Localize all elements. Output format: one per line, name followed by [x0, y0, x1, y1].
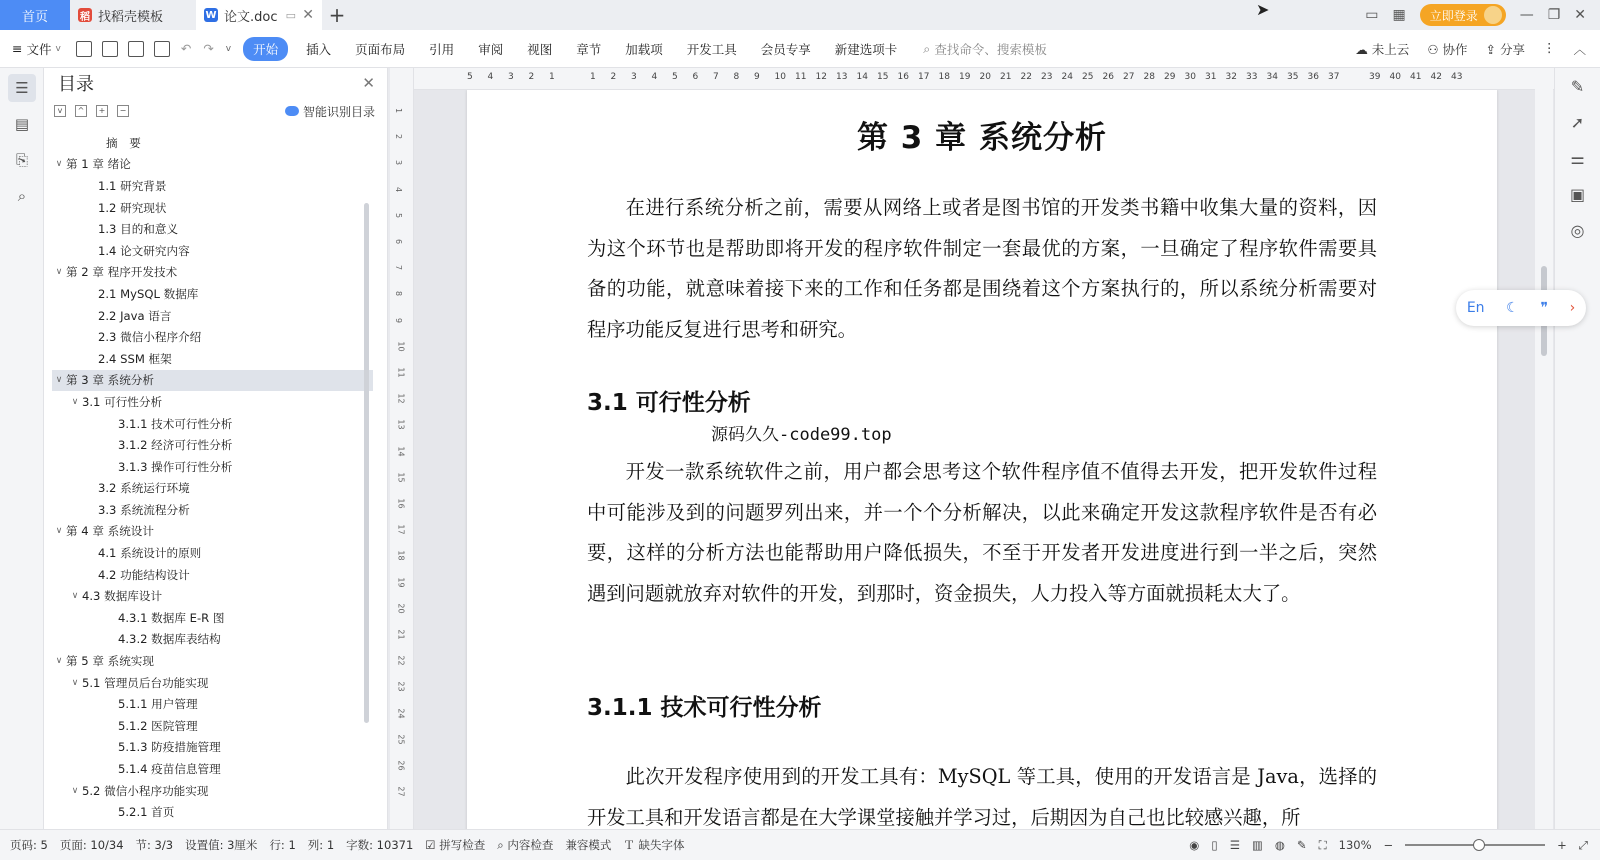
status-page[interactable]: 页面: 10/34	[59, 838, 124, 852]
new-tab-button[interactable]: +	[328, 3, 346, 27]
compat-mode-label: 兼容模式	[565, 838, 612, 852]
select-pointer-icon[interactable]: ➚	[1570, 112, 1585, 132]
chevron-down-icon[interactable]: ∨	[55, 656, 63, 667]
tab-template-label: 找稻壳模板	[98, 9, 164, 25]
chevron-down-icon: v	[55, 43, 61, 54]
toc-item[interactable]	[52, 240, 373, 262]
zoom-slider[interactable]	[1405, 844, 1545, 846]
ruler-tick-label: 1	[549, 72, 555, 82]
ribbon-tab-0[interactable]: 开始	[243, 37, 288, 61]
toc-panel-icon[interactable]: ☰	[8, 74, 36, 102]
content-check-button[interactable]: ⌕ 内容检查	[497, 838, 554, 852]
ruler-tick-label: 31	[1205, 72, 1217, 82]
ruler-tick-label: 23	[396, 681, 406, 692]
ruler-tick-label: 5	[672, 72, 678, 82]
ruler-tick-label: 8	[733, 72, 740, 82]
ruler-tick-label: 21	[1000, 72, 1012, 82]
toc-item[interactable]	[52, 650, 373, 672]
outline-view-icon[interactable]: ☰	[1229, 838, 1240, 852]
ruler-tick-label: 7	[394, 265, 404, 271]
ruler-tick-label: 27	[396, 786, 406, 797]
toc-item[interactable]	[52, 521, 373, 543]
tab-bar	[0, 0, 1600, 30]
toc-item-label: 第 4 章 系统设计	[66, 524, 154, 539]
toc-item-label: 1.1 研究背景	[98, 178, 167, 193]
right-tool-rail	[1554, 68, 1600, 829]
section-heading-3-1: 3.1 可行性分析	[587, 390, 751, 416]
toc-item[interactable]	[52, 413, 373, 435]
print-preview-icon[interactable]	[154, 41, 170, 57]
ruler-tick-label: 19	[396, 577, 406, 588]
chevron-down-icon[interactable]: ∨	[55, 375, 63, 386]
toc-item-label: 2.4 SSM 框架	[98, 351, 172, 366]
save-icon[interactable]	[76, 41, 92, 57]
status-section: 节: 3/3	[135, 838, 174, 852]
export-pdf-icon[interactable]	[102, 41, 118, 57]
toc-item-label: 摘 要	[106, 135, 141, 150]
undo-icon[interactable]: ↶	[180, 41, 192, 56]
ruler-tick-label: 6	[692, 72, 699, 82]
ruler-tick-label: 16	[396, 498, 406, 509]
left-icon-rail	[0, 68, 44, 829]
ruler-tick-label: 22	[1020, 72, 1032, 82]
ruler-tick-label: 19	[959, 72, 971, 82]
ribbon-tab-2[interactable]: 页面布局	[355, 41, 406, 57]
reading-view-icon[interactable]: ▥	[1252, 838, 1263, 852]
fit-page-icon[interactable]: ⛶	[1318, 837, 1327, 852]
toc-item[interactable]	[52, 758, 373, 780]
missing-font-label: 缺失字体	[638, 838, 685, 852]
night-mode-icon[interactable]: ☾	[1506, 300, 1519, 316]
toc-scrollbar[interactable]	[364, 203, 369, 723]
toc-item[interactable]	[52, 478, 373, 500]
tab-document-label: 论文.doc	[224, 9, 278, 25]
source-watermark-text: 源码久久-code99.top	[711, 425, 892, 445]
pen-annotate-icon[interactable]: ✎	[1296, 838, 1307, 852]
ruler-tick-label: 26	[396, 760, 406, 771]
eye-protect-icon[interactable]: ◉	[1189, 838, 1200, 852]
toc-item[interactable]	[52, 715, 373, 737]
toc-item[interactable]	[52, 218, 373, 240]
avatar	[1484, 6, 1502, 24]
toc-item-label: 4.3.2 数据库表结构	[118, 632, 221, 647]
toc-item-label: 3.1.1 技术可行性分析	[118, 416, 233, 431]
toc-item-label: 5.1 管理员后台功能实现	[82, 675, 209, 690]
ribbon-tab-10[interactable]: 新建选项卡	[834, 41, 898, 57]
toc-item-label: 1.3 目的和意义	[98, 222, 179, 237]
close-panel-icon[interactable]: ✕	[362, 74, 375, 92]
ruler-tick-label: 15	[877, 72, 889, 82]
toc-item[interactable]	[52, 585, 373, 607]
document-scrollbar[interactable]	[1535, 68, 1553, 829]
toc-item-label: 4.3.1 数据库 E-R 图	[118, 610, 225, 625]
ruler-tick-label: 33	[1246, 72, 1258, 82]
toc-item[interactable]	[52, 434, 373, 456]
ruler-tick-label: 35	[1287, 72, 1299, 82]
more-options-icon[interactable]: ⋮	[1542, 39, 1556, 55]
ruler-tick-label: 9	[394, 317, 404, 323]
toc-item[interactable]	[52, 370, 373, 392]
ruler-tick-label: 9	[754, 72, 760, 82]
ruler-tick-label: 12	[396, 393, 406, 404]
chevron-down-icon[interactable]: ∨	[71, 396, 79, 407]
add-heading-icon[interactable]: +	[96, 105, 108, 117]
ruler-tick-label: 10	[774, 72, 786, 82]
cloud-status-button[interactable]: ☁ 未上云	[1355, 41, 1410, 57]
document-area	[414, 90, 1554, 829]
minimize-icon[interactable]: —	[1519, 7, 1534, 23]
adjust-sliders-icon[interactable]: ⚌	[1570, 148, 1585, 168]
toc-item[interactable]	[52, 780, 373, 802]
ruler-tick-label: 29	[1164, 72, 1176, 82]
tab-home[interactable]: 首页	[0, 0, 70, 30]
ruler-tick-label: 17	[918, 72, 930, 82]
toc-item[interactable]	[52, 175, 373, 197]
paragraph-intro: 在进行系统分析之前，需要从网络上或者是图书馆的开发类书籍中收集大量的资料，因为这个环节也是帮助即将开发的程序软件制定一套最优的方案，一旦确定了程序软件需要具备的功能，就意味着接下来的工作和任务都是围绕着这个方案执行的，所以系统分析需要对程序功能反复进行思考和研究。	[587, 196, 1377, 341]
toc-item[interactable]	[52, 693, 373, 715]
toc-item[interactable]	[52, 132, 373, 154]
status-row: 行: 1	[269, 838, 296, 852]
collapse-all-icon[interactable]: v	[54, 105, 66, 117]
toc-item[interactable]	[52, 391, 373, 413]
remove-heading-icon[interactable]: −	[117, 105, 129, 117]
ruler-tick-label: 37	[1328, 72, 1340, 82]
print-icon[interactable]	[128, 41, 144, 57]
toc-item-label: 3.2 系统运行环境	[98, 481, 190, 496]
ruler-tick-label: 14	[856, 72, 868, 82]
floating-assistant-bar	[1456, 290, 1586, 326]
ruler-tick-label: 3	[508, 72, 514, 82]
ruler-tick-label: 26	[1102, 72, 1114, 82]
ribbon-menu	[237, 37, 909, 61]
toc-item-label: 4.1 系统设计的原则	[98, 546, 202, 561]
ribbon-tab-1[interactable]: 插入	[306, 41, 332, 57]
ruler-tick-label: 1	[590, 72, 596, 82]
toc-item[interactable]	[52, 283, 373, 305]
toc-item-label: 2.2 Java 语言	[98, 308, 172, 323]
chevron-right-icon[interactable]: ›	[1569, 300, 1576, 316]
ribbon	[0, 30, 1600, 68]
collaborate-label: 协作	[1442, 41, 1468, 57]
ribbon-tab-9[interactable]: 会员专享	[760, 41, 811, 57]
ribbon-tab-5[interactable]: 视图	[527, 41, 553, 57]
zoom-slider-knob[interactable]	[1473, 839, 1485, 851]
toc-panel	[44, 68, 388, 829]
toc-item[interactable]	[52, 564, 373, 586]
ruler-tick-label: 30	[1184, 72, 1196, 82]
zoom-out-icon[interactable]: −	[1383, 838, 1394, 852]
ruler-tick-label: 40	[1389, 72, 1401, 82]
toc-item-label: 3.1.2 经济可行性分析	[118, 438, 233, 453]
ruler-tick-label: 24	[1061, 72, 1073, 82]
ruler-tick-label: 10	[396, 341, 406, 352]
ribbon-tab-3[interactable]: 引用	[429, 41, 455, 57]
toc-item-label: 5.2.1 首页	[118, 805, 175, 820]
toc-item-label: 4.3 数据库设计	[82, 589, 163, 604]
window-close-icon[interactable]: ✕	[1574, 7, 1586, 23]
zoom-in-icon[interactable]: +	[1557, 838, 1567, 852]
ruler-tick-label: 24	[396, 708, 406, 719]
ruler-tick-label: 36	[1307, 72, 1319, 82]
bookmark-icon[interactable]: ⎘	[15, 151, 28, 169]
toc-item-label: 5.1.4 疫苗信息管理	[118, 762, 221, 777]
word-doc-icon: W	[205, 9, 217, 21]
paragraph-technical: 此次开发程序使用到的开发工具有：MySQL 等工具，使用的开发语言是 Java，选择的开发工具和开发语言都是在大学课堂接触并学习过，后期因为自己也比较感兴趣，所	[587, 765, 1377, 829]
ruler-tick-label: 25	[396, 734, 406, 745]
toc-item-label: 1.2 研究现状	[98, 200, 167, 215]
ribbon-tab-8[interactable]: 开发工具	[686, 41, 737, 57]
ruler-tick-label: 42	[1430, 72, 1442, 82]
ruler-tick-label: 13	[836, 72, 848, 82]
toc-item[interactable]	[52, 542, 373, 564]
edit-pen-icon[interactable]: ✎	[1570, 76, 1585, 96]
ruler-tick-label: 4	[487, 72, 494, 82]
ruler-tick-label: 5	[467, 72, 473, 82]
section-heading-3-1-1: 3.1.1 技术可行性分析	[587, 695, 822, 721]
toc-item-label: 5.1.1 用户管理	[118, 697, 198, 712]
toc-item[interactable]	[52, 154, 373, 176]
ruler-tick-label: 28	[1143, 72, 1155, 82]
toc-item[interactable]	[52, 499, 373, 521]
chevron-down-icon[interactable]: ∨	[55, 526, 63, 537]
chevron-down-icon[interactable]: ∨	[71, 591, 79, 602]
spell-check-button[interactable]: ☑ 拼写检查	[425, 838, 486, 852]
command-search-placeholder: 查找命令、搜索模板	[934, 41, 1047, 57]
ruler-tick-label: 2	[528, 72, 535, 82]
status-setting: 设置值: 3厘米	[185, 838, 258, 852]
toc-item-label: 第 3 章 系统分析	[66, 373, 154, 388]
toc-item-label: 5.2 微信小程序功能实现	[82, 783, 209, 798]
ruler-tick-label: 18	[396, 550, 406, 561]
cloud-status-label: 未上云	[1371, 41, 1410, 57]
paragraph-feasibility: 开发一款系统软件之前，用户都会思考这个软件程序值不值得去开发，把开发软件过程中可能涉及到的问题罗列出来，并一个个分析解决，以此来确定开发这款程序软件是否有必要，这样的分析方法也能帮助用户降低损失，不至于开发者开发进度进行到一半之后，突然遇到问题就放弃对软件的开发，到那时，资金损失，人力投入等方面就损耗太大了。	[587, 460, 1377, 605]
mouse-cursor-icon: ➤	[1256, 0, 1270, 19]
login-button[interactable]	[1420, 4, 1506, 26]
window-pin-icon[interactable]: ▭	[285, 8, 296, 22]
toc-item-label: 2.3 微信小程序介绍	[98, 330, 202, 345]
ruler-tick-label: 4	[394, 186, 404, 192]
ruler-tick-label: 11	[795, 72, 807, 82]
toc-item-label: 第 1 章 绪论	[66, 157, 131, 172]
toc-title: 目录	[58, 74, 94, 95]
ruler-tick-label: 14	[396, 446, 406, 457]
ruler-tick-label: 2	[394, 134, 404, 140]
restore-icon[interactable]: ❐	[1547, 7, 1561, 23]
fullscreen-icon[interactable]: ⤢	[1578, 837, 1588, 852]
status-bar	[0, 829, 1600, 860]
status-page-number: 页码: 5	[10, 838, 48, 852]
ruler-tick-label: 39	[1369, 72, 1381, 82]
smart-toc-icon	[285, 106, 299, 116]
toc-item-label: 3.3 系统流程分析	[98, 502, 190, 517]
search-icon: ⌕	[923, 40, 931, 56]
ruler-tick-label: 13	[396, 419, 406, 430]
hamburger-icon: ≡	[12, 41, 23, 56]
zoom-level[interactable]: 130%	[1338, 838, 1372, 852]
location-icon[interactable]: ◎	[1570, 220, 1585, 240]
ribbon-tab-6[interactable]: 章节	[576, 41, 602, 57]
ruler-tick-label: 15	[396, 472, 406, 483]
ruler-tick-label: 12	[815, 72, 827, 82]
share-label: 分享	[1499, 41, 1525, 57]
ruler-tick-label: 22	[396, 655, 406, 666]
ruler-tick-label: 18	[938, 72, 950, 82]
toc-item[interactable]	[52, 326, 373, 348]
ribbon-tab-4[interactable]: 审阅	[478, 41, 504, 57]
toc-item[interactable]	[52, 348, 373, 370]
missing-font-button[interactable]: Ｔ 缺失字体	[623, 838, 685, 852]
toc-item[interactable]	[52, 801, 373, 822]
ruler-tick-label: 6	[394, 238, 404, 245]
ruler-tick-label: 20	[396, 603, 406, 614]
grid-apps-icon[interactable]: ▦	[1392, 7, 1406, 23]
toc-item[interactable]	[52, 456, 373, 478]
document-page[interactable]	[467, 90, 1497, 829]
chapter-nav-icon[interactable]: ▤	[14, 115, 30, 133]
smart-toc-button[interactable]	[285, 103, 375, 120]
toc-item[interactable]	[52, 197, 373, 219]
share-button[interactable]: ⇪ 分享	[1485, 41, 1525, 57]
command-search[interactable]	[923, 40, 1047, 58]
file-menu-label: 文件	[26, 41, 52, 57]
login-label: 立即登录	[1429, 8, 1478, 23]
ruler-tick-label: 32	[1225, 72, 1237, 82]
toc-item[interactable]	[52, 737, 373, 759]
ruler-tick-label: 8	[394, 291, 404, 297]
close-tab-icon[interactable]: ✕	[302, 7, 314, 23]
chevron-down-icon[interactable]: ∨	[71, 677, 79, 688]
ruler-tick-label: 5	[394, 212, 404, 218]
ruler-tick-label: 1	[394, 107, 404, 114]
ruler-tick-label: 3	[394, 160, 404, 166]
docer-logo-icon: 稻	[78, 8, 92, 22]
ruler-tick-label: 4	[651, 72, 658, 82]
layout-icon[interactable]: ▭	[1365, 7, 1379, 23]
status-word-count[interactable]: 字数: 10371	[346, 838, 414, 852]
toc-item[interactable]	[52, 607, 373, 629]
collapse-ribbon-icon[interactable]: ︿	[1573, 41, 1586, 57]
ruler-tick-label: 20	[979, 72, 991, 82]
horizontal-ruler[interactable]	[414, 68, 1554, 90]
tab-document[interactable]	[196, 0, 322, 30]
toc-item[interactable]	[52, 672, 373, 694]
expand-all-icon[interactable]: ^	[75, 105, 87, 117]
status-column: 列: 1	[307, 838, 335, 852]
ruler-tick-label: 3	[631, 72, 637, 82]
chevron-down-icon[interactable]: ∨	[71, 785, 79, 796]
chapter-heading: 第 3 章 系统分析	[857, 120, 1107, 156]
ruler-tick-label: 16	[897, 72, 909, 82]
toc-item-label: 第 5 章 系统实现	[66, 654, 154, 669]
ruler-tick-label: 23	[1041, 72, 1053, 82]
chevron-down-icon[interactable]: ∨	[55, 267, 63, 278]
toc-item-label: 5.1.3 防疫措施管理	[118, 740, 221, 755]
toc-item-label: 4.2 功能结构设计	[98, 567, 190, 582]
collaborate-button[interactable]: ⚇ 协作	[1427, 41, 1468, 57]
ruler-tick-label: 41	[1410, 72, 1422, 82]
ruler-tick-label: 34	[1266, 72, 1278, 82]
toc-item-label: 3.1 可行性分析	[82, 394, 163, 409]
ruler-tick-label: 11	[396, 367, 406, 378]
ruler-tick-label: 21	[396, 629, 406, 640]
toc-item[interactable]	[52, 629, 373, 651]
tab-template[interactable]	[70, 0, 196, 30]
more-dropdown-icon[interactable]: v	[225, 43, 232, 54]
quote-icon[interactable]: ❞	[1540, 300, 1548, 316]
redo-icon[interactable]: ↷	[203, 41, 214, 56]
language-toggle[interactable]: En	[1466, 300, 1485, 316]
ruler-tick-label: 2	[610, 72, 617, 82]
toc-item-label: 第 2 章 程序开发技术	[66, 265, 178, 280]
page-view-icon[interactable]: ▯	[1211, 838, 1218, 852]
toc-item[interactable]	[52, 305, 373, 327]
toc-item-label: 3.1.3 操作可行性分析	[118, 459, 233, 474]
web-view-icon[interactable]: ◍	[1274, 838, 1285, 852]
content-check-label: 内容检查	[507, 838, 554, 852]
ruler-tick-label: 17	[396, 524, 406, 535]
ruler-tick-label: 27	[1123, 72, 1135, 82]
ruler-tick-label: 7	[713, 72, 719, 82]
ruler-tick-label: 25	[1082, 72, 1094, 82]
image-tool-icon[interactable]: ▣	[1569, 184, 1586, 204]
toc-list	[52, 132, 373, 822]
toc-item-label: 2.1 MySQL 数据库	[98, 286, 199, 301]
file-menu-button[interactable]	[12, 40, 61, 58]
toc-item[interactable]	[52, 262, 373, 284]
ruler-tick-label: 43	[1451, 72, 1463, 82]
chevron-down-icon[interactable]: ∨	[55, 159, 63, 170]
toc-item-label: 5.1.2 医院管理	[118, 718, 198, 733]
toc-item-label: 1.4 论文研究内容	[98, 243, 190, 258]
spell-check-label: 拼写检查	[439, 838, 486, 852]
smart-toc-label: 智能识别目录	[302, 104, 375, 119]
vertical-ruler	[390, 68, 414, 829]
search-panel-icon[interactable]: ⌕	[17, 187, 27, 205]
ribbon-tab-7[interactable]: 加载项	[625, 41, 663, 57]
